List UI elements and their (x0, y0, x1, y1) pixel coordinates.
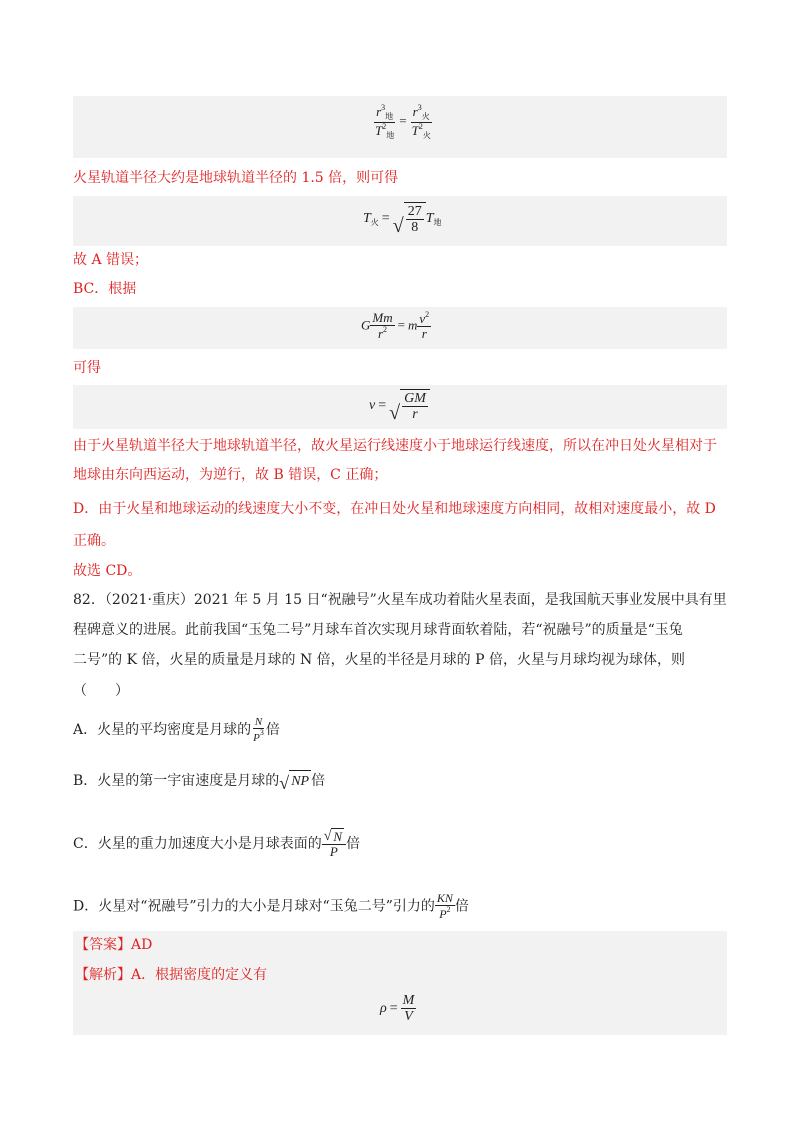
option-b: B．火星的第一宇宙速度是月球的 √ NP 倍 (73, 770, 325, 792)
text-orbit-ratio: 火星轨道半径大约是地球轨道半径的 1.5 倍，则可得 (73, 170, 399, 186)
formula-box-gravity (73, 307, 727, 349)
formula-density: ρ = $\frac{M}{V}$ (380, 993, 415, 1025)
analysis-line (75, 965, 267, 985)
formula-box-period (73, 196, 727, 246)
formula-box-kepler (73, 96, 727, 158)
option-a: A．火星的平均密度是月球的 $\frac{N}{P^3}$ 倍 (73, 716, 280, 745)
formula-box-velocity (73, 385, 727, 429)
question-line3: 二号”的 K 倍，火星的质量是月球的 N 倍，火星的半径是月球的 P 倍，火星与月球均视为球体，则 (73, 652, 685, 668)
question-line1: 82．（2021·重庆）2021 年 5 月 15 日“祝融号”火星车成功着陆火星表面，是我国航天事业发展中具有里 (73, 592, 727, 608)
formula-kepler: $\frac{r^3_地}{T^2_地}$ = $\frac{r^3_火}{T^2_火}$ (375, 103, 431, 140)
text-thus: 可得 (73, 360, 101, 376)
text-d-line1: D．由于火星和地球运动的线速度大小不变，在冲日处火星和地球速度方向相同，故相对速度最小，故 D (73, 501, 716, 517)
text-explanation-line1: 由于火星轨道半径大于地球轨道半径，故火星运行线速度小于地球运行线速度，所以在冲日处火星相对于 (73, 438, 717, 454)
analysis-label: 【解析】 (75, 967, 131, 983)
formula-gravity: G $\frac{Mm}{r^2}$ = m $\frac{v^2}{r}$ (361, 310, 430, 342)
text-bc-basis: BC．根据 (73, 281, 137, 297)
option-c: C．火星的重力加速度大小是月球表面的 √ N P 倍 (73, 829, 361, 860)
question-line4: （ ） (73, 683, 129, 699)
answer-label: 【答案】 (75, 937, 131, 953)
answer-box (73, 931, 727, 1035)
formula-velocity: v = √ $\frac{GM}{r}$ (369, 389, 430, 423)
text-a-wrong: 故 A 错误； (73, 252, 149, 268)
formula-period: $T_火$ = √ $\frac{27}{8}$ $T_地$ (363, 204, 442, 237)
question-line2: 程碑意义的进展。此前我国“玉兔二号”月球车首次实现月球背面软着陆，若“祝融号”的质量是“玉兔 (73, 622, 683, 638)
analysis-text: A．根据密度的定义有 (131, 967, 268, 983)
text-d-line2: 正确。 (73, 533, 115, 549)
answer-line (75, 935, 152, 955)
answer-value: AD (131, 937, 153, 953)
text-choose-cd: 故选 CD。 (73, 563, 142, 579)
text-explanation-line2: 地球由东向西运动，为逆行，故 B 错误，C 正确； (73, 467, 388, 483)
option-d: D．火星对“祝融号”引力的大小是月球对“玉兔二号”引力的 $\frac{KN}{P^2}$ 倍 (73, 891, 469, 922)
